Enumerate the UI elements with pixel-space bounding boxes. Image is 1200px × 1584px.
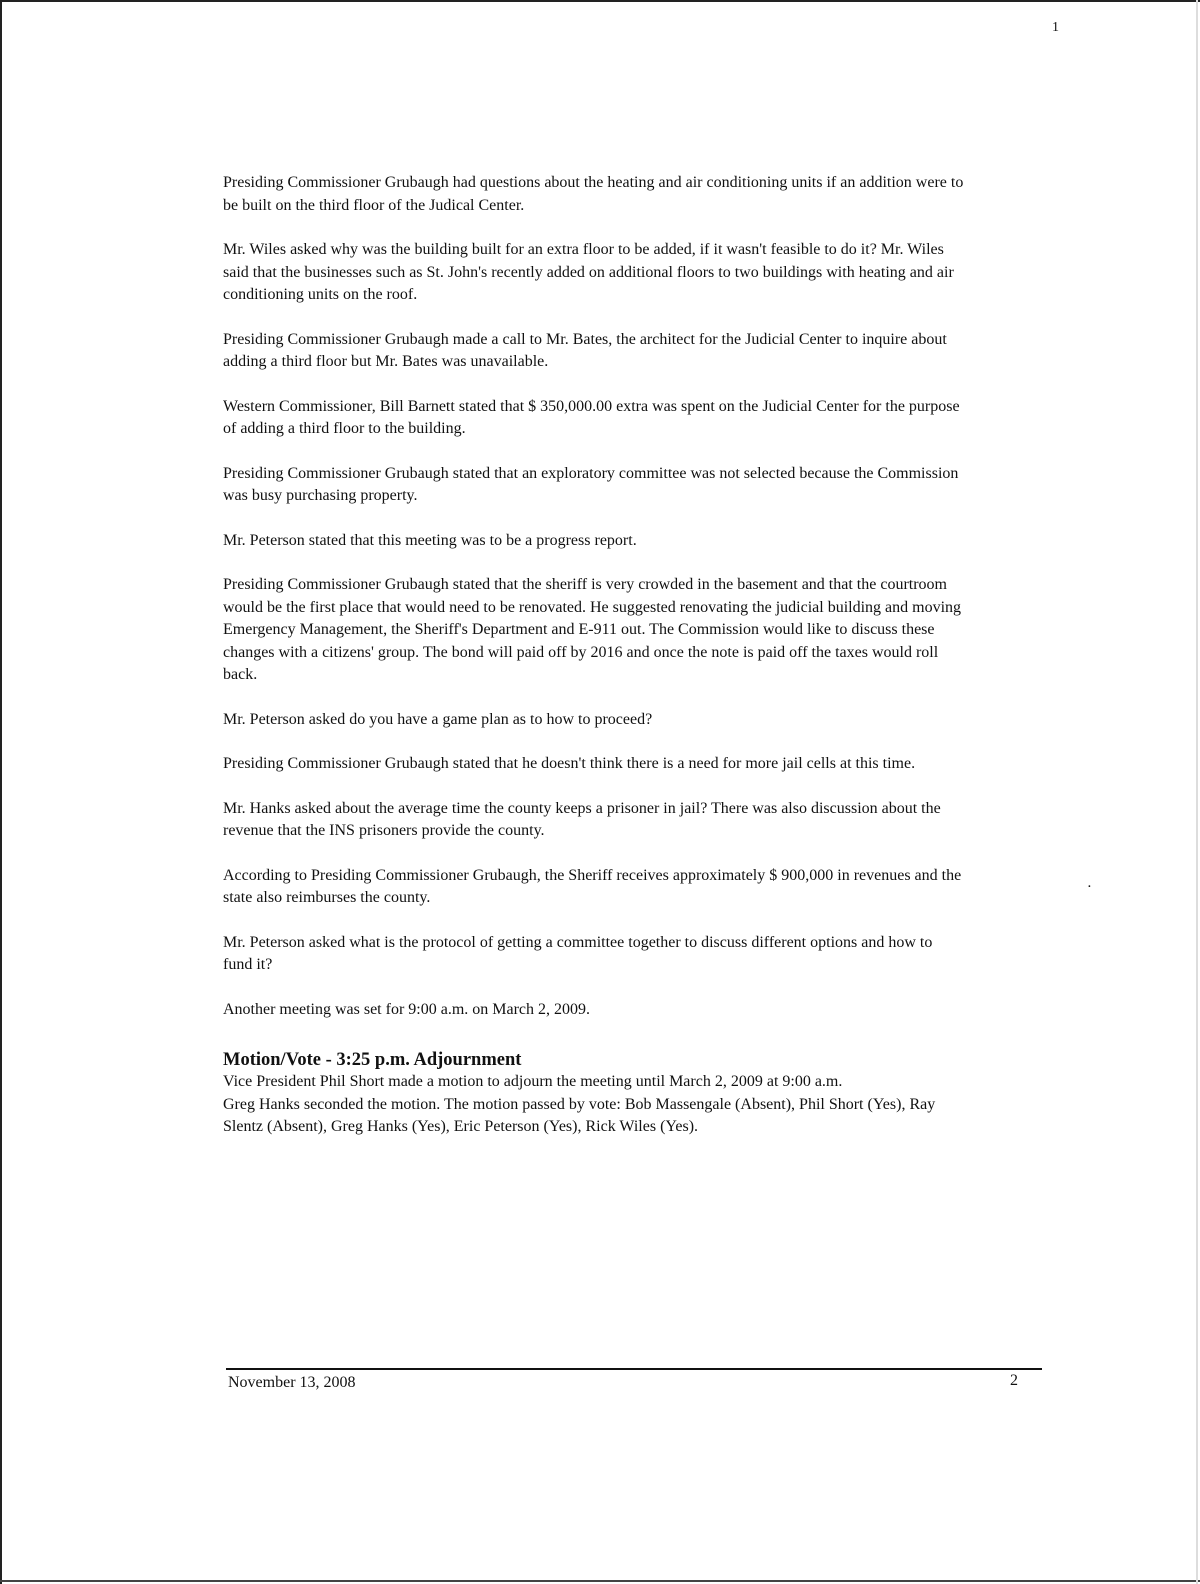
page-number: 2 — [1010, 1372, 1018, 1389]
motion-line: Vice President Phil Short made a motion to adjourn the meeting until March 2, 2009 at 9:00 a.m. — [223, 1073, 843, 1090]
page-border-right — [1196, 0, 1198, 1584]
motion-heading: Motion/Vote - 3:25 p.m. Adjournment — [223, 1050, 522, 1070]
paragraph: Mr. Peterson stated that this meeting was to be a progress report. — [223, 531, 637, 549]
minutes-body — [223, 172, 965, 1139]
footer-date: November 13, 2008 — [228, 1374, 356, 1391]
vote-line: Greg Hanks seconded the motion. The motion passed by vote: Bob Massengale (Absent), Phil Short (Yes), Ray Slentz (Absent), Greg Hanks (Yes), Eric Peterson (Yes), Rick Wiles (Yes). — [223, 1095, 936, 1135]
paragraph: Presiding Commissioner Grubaugh stated that an exploratory committee was not selected because the Commission was busy purchasing property. — [223, 464, 959, 504]
paragraph: Mr. Peterson asked what is the protocol of getting a committee together to discuss different options and how to fund it? — [223, 933, 933, 973]
paragraph: According to Presiding Commissioner Grubaugh, the Sheriff receives approximately $ 900,000 in revenues and the state also reimburses the county. — [223, 866, 962, 906]
paragraph: Presiding Commissioner Grubaugh had questions about the heating and air conditioning units if an addition were to be built on the third floor of the Judical Center. — [223, 174, 964, 214]
page-border-bottom — [0, 1580, 1200, 1582]
paragraph: Presiding Commissioner Grubaugh stated that he doesn't think there is a need for more jail cells at this time. — [223, 755, 916, 772]
page-border-left — [0, 0, 2, 1584]
paragraph: Western Commissioner, Bill Barnett stated that $ 350,000.00 extra was spent on the Judicial Center for the purpose of adding a third floor to the building. — [223, 397, 960, 437]
header-mark: 1 — [1052, 20, 1059, 35]
paragraph: Mr. Wiles asked why was the building built for an extra floor to be added, if it wasn't feasible to do it? Mr. Wiles said that the businesses such as St. John's recently added on additional floors to two buildings with heating and air conditioning units on the roof. — [223, 241, 954, 303]
page-border-top — [0, 0, 1200, 2]
scan-artifact-dot: ⋅ — [1087, 880, 1092, 895]
paragraph: Presiding Commissioner Grubaugh stated that the sheriff is very crowded in the basement and that the courtroom would be the first place that would need to be renovated. He suggested renovating the judicial building and moving Emergency Management, the Sheriff's Department and E-911 out. The Commission would like to discuss these changes with a citizens' group. The bond will paid off by 2016 and once the note is paid off the taxes would roll back. — [223, 576, 962, 683]
paragraph: Presiding Commissioner Grubaugh made a call to Mr. Bates, the architect for the Judicial Center to inquire about adding a third floor but Mr. Bates was unavailable. — [223, 330, 947, 370]
paragraph: Mr. Peterson asked do you have a game plan as to how to proceed? — [223, 710, 653, 728]
paragraph: Another meeting was set for 9:00 a.m. on March 2, 2009. — [223, 1000, 591, 1018]
paragraph: Mr. Hanks asked about the average time the county keeps a prisoner in jail? There was also discussion about the revenue that the INS prisoners provide the county. — [223, 799, 941, 839]
footer-rule — [226, 1368, 1042, 1370]
